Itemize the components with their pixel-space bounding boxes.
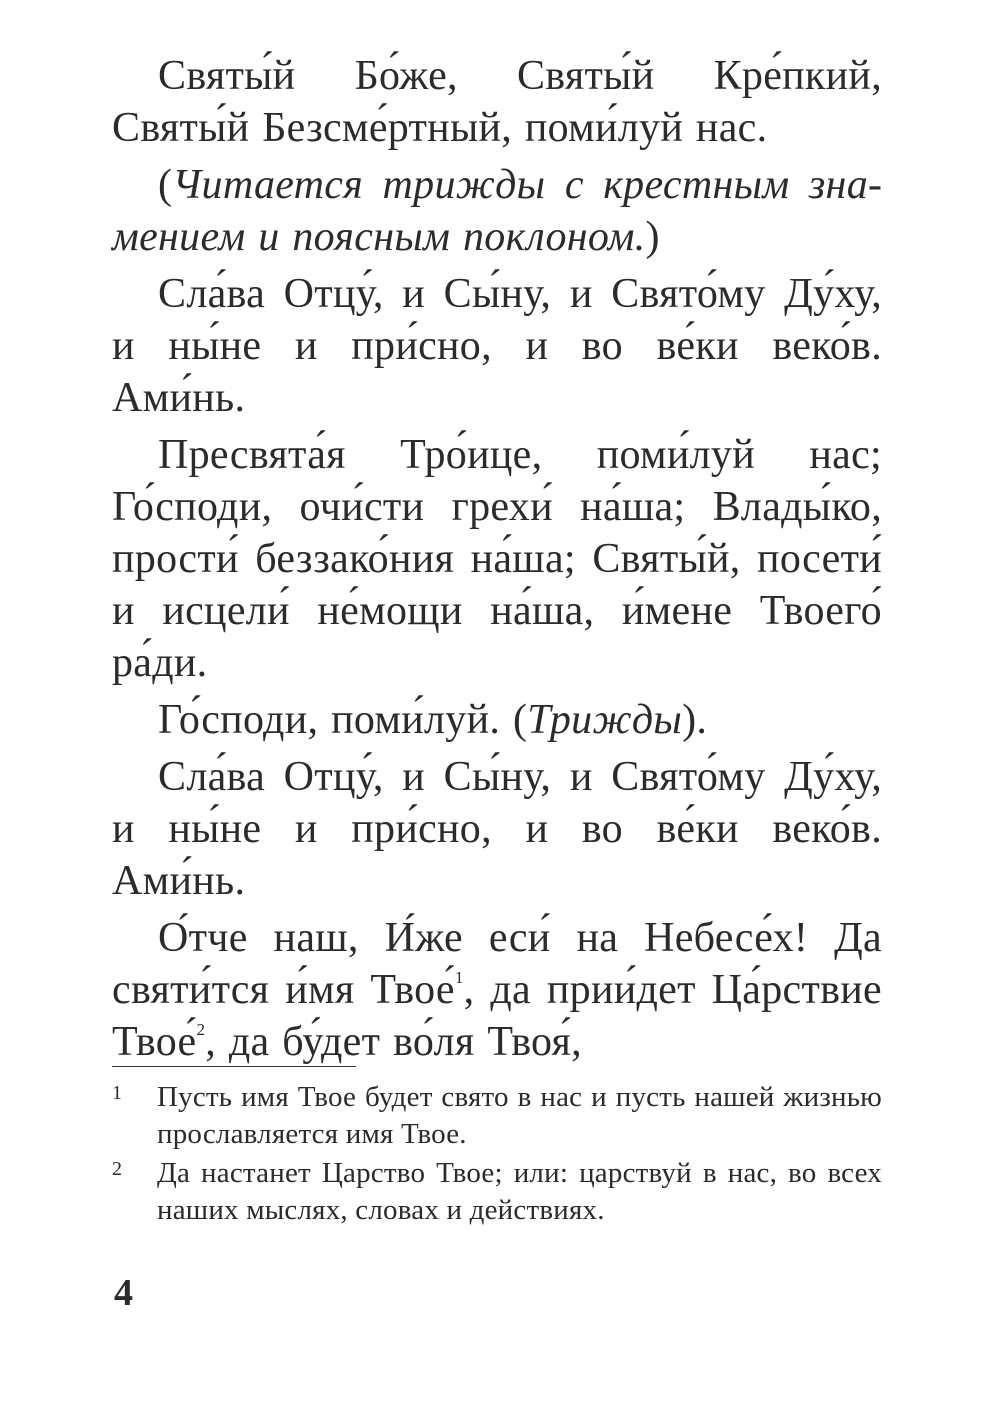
footnote-text: Пусть имя Твое будет свято в нас и пусть нашей жизнью прославляется имя Твое. [157,1081,882,1150]
prayer-text: Го́споди, поми́луй. ( [158,697,528,743]
footnote-number: 2 [112,1158,122,1180]
footnotes-section [112,1066,882,1231]
prayer-text: ( [158,162,173,208]
page-number: 4 [114,1272,133,1314]
paragraph-our-father [112,912,882,1068]
prayer-text: О́тче наш, И́же еси́ на Небесе́х! Да святи́тся и́мя Твое́ [112,915,882,1013]
rubric-text: Читается трижды с крестным знамением и поясным поклоном. [112,162,882,260]
footnote-reference: 1 [454,968,464,987]
paragraph-trisagion [112,50,882,154]
footnote-number: 1 [112,1082,122,1104]
paragraph-lord-have-mercy [112,694,882,746]
prayer-text: ). [682,697,708,743]
prayer-text-body [112,50,882,1073]
prayer-text: Сла́ва Отцу́, и Сы́ну, и Свято́му Ду́ху, и ны́не и при́сно, и во ве́ки веко́в. Ами́нь. [112,754,882,904]
paragraph-rubric-thrice [112,159,882,263]
prayer-text: Сла́ва Отцу́, и Сы́ну, и Свято́му Ду́ху, и ны́не и при́сно, и во ве́ки веко́в. Ами́нь. [112,271,882,421]
prayer-text: , да бу́дет во́ля Твоя́, [205,1019,582,1065]
prayer-text: Святы́й Бо́же, Святы́й Кре́пкий, Святы́й Безсме́ртный, поми́луй нас. [112,53,882,151]
footnote-item [112,1155,882,1229]
footnote-item [112,1079,882,1153]
footnote-list [112,1079,882,1229]
paragraph-glory-1 [112,268,882,424]
prayer-text: , да прии́дет Ца́рствие Твое́ [112,967,882,1065]
footnote-separator-rule [112,1066,356,1067]
prayer-text: ) [645,214,660,260]
footnote-reference: 2 [196,1020,206,1039]
prayer-text: Пресвята́я Тро́ице, поми́луй нас; Го́споди, очи́сти грехи́ на́ша; Влады́ко, прости́ беззако́ния на́ша; Святы́й, посети́ и исцели́ не́мощи на́ша, и́мене Твоего́ ра́ди. [112,432,882,686]
footnote-text: Да настанет Царство Твое; или: царствуй в нас, во всех наших мыслях, словах и действиях. [157,1157,882,1226]
paragraph-glory-2 [112,751,882,907]
rubric-text: Трижды [527,697,683,743]
paragraph-most-holy-trinity [112,429,882,689]
